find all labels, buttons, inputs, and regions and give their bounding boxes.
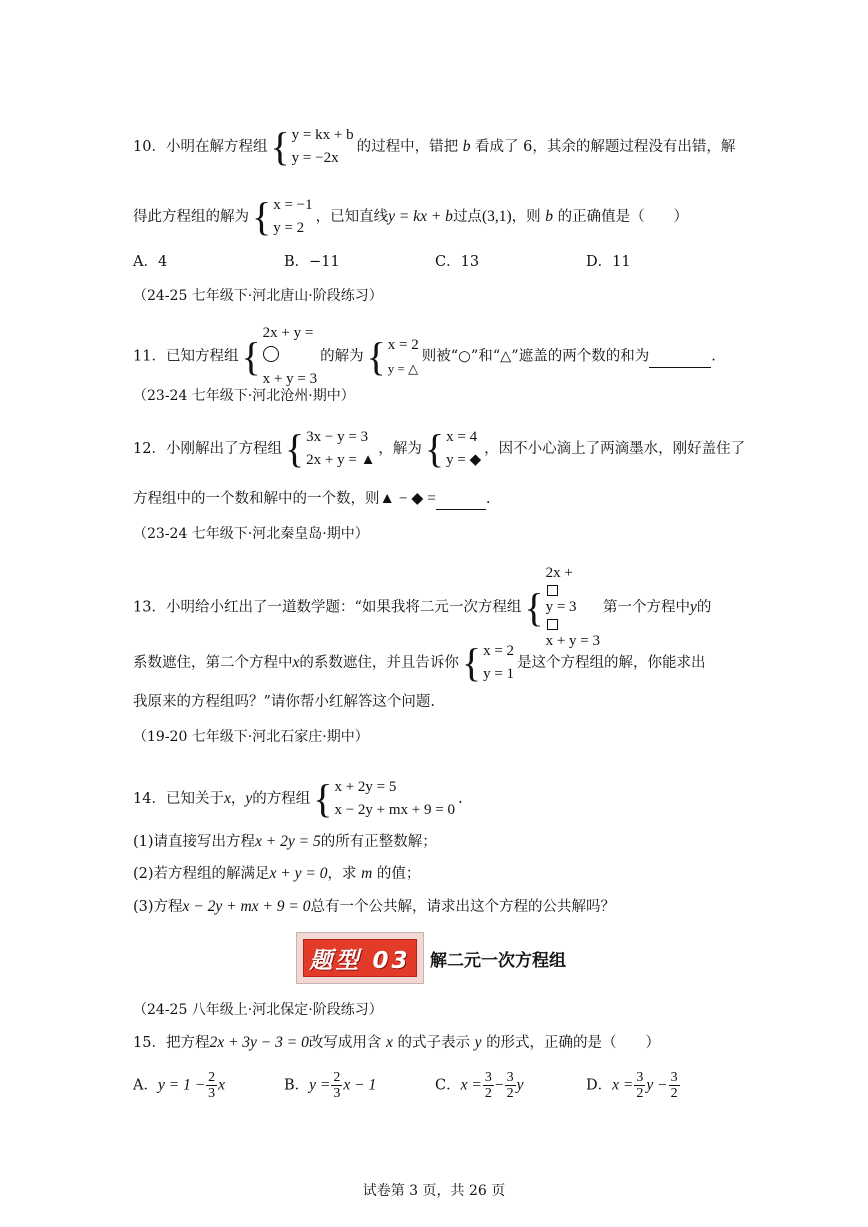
q14-part2a: (2)若方程组的解满足 bbox=[133, 866, 270, 882]
q15-option-b-label: B． bbox=[284, 1077, 310, 1094]
q12-sol-row2: y = ◆ bbox=[446, 452, 482, 468]
q11-system: { 2x + y = x + y = 3 bbox=[241, 322, 317, 391]
q15-option-b-pre: y = bbox=[309, 1076, 331, 1094]
q13-sol-row1: x = 2 bbox=[483, 643, 515, 659]
q10-text2: 看成了 6，其余的解题过程没有出错，解 bbox=[475, 139, 736, 155]
q14-part1a: (1)请直接写出方程 bbox=[133, 834, 256, 850]
q11-sys-row2: x + y = 3 bbox=[262, 371, 318, 387]
q15-option-c-frac1 bbox=[483, 1070, 494, 1101]
q11-sol-row2: y = △ bbox=[387, 360, 419, 376]
q15-option-c-frac2 bbox=[505, 1070, 516, 1101]
q15-option-a-post: x bbox=[218, 1076, 226, 1094]
frac-num: 3 bbox=[636, 1070, 644, 1085]
q13-line2b: 的系数遮住，并且告诉你 bbox=[299, 655, 459, 671]
q15-option-b-post: x − 1 bbox=[343, 1076, 377, 1094]
q11-end: 则被“○”和“△”遮盖的两个数的和为 bbox=[421, 348, 650, 365]
q10-option-b[interactable]: B．−11 bbox=[284, 254, 340, 270]
q10-line-eq: y = kx + b bbox=[388, 208, 453, 225]
q15-option-d-frac2 bbox=[669, 1070, 680, 1101]
q12-sys-row1: 3x − y = 3 bbox=[306, 429, 369, 445]
q15-eq: 2x + 3y − 3 = 0 bbox=[209, 1034, 309, 1051]
circle-icon bbox=[263, 346, 279, 362]
q10-line1 bbox=[133, 124, 735, 170]
q11-end2: . bbox=[711, 348, 716, 365]
q15-option-a-label: A． bbox=[133, 1077, 158, 1094]
q10-line2-mid3: ，则 bbox=[511, 209, 541, 225]
q15-option-d[interactable] bbox=[586, 1070, 681, 1101]
q10-sys-row1: y = kx + b bbox=[291, 127, 354, 143]
frac-den: 2 bbox=[636, 1086, 644, 1101]
section-badge-inner bbox=[303, 939, 417, 977]
q15-end: 的形式，正确的是（ ） bbox=[486, 1035, 661, 1051]
q13-sys-row1a: 2x + bbox=[545, 565, 573, 581]
q12-line1 bbox=[133, 426, 745, 472]
q14-part3 bbox=[133, 897, 615, 917]
q11-answer-blank[interactable] bbox=[649, 347, 711, 368]
q14-part1 bbox=[133, 832, 437, 852]
q15-option-d-pre: x = bbox=[612, 1076, 634, 1094]
covered-coefficient-box bbox=[547, 585, 558, 596]
q15-option-d-mid: y − bbox=[646, 1076, 668, 1094]
q11-solution: { x = 2 y = △ bbox=[366, 333, 419, 379]
q12-solution: { x = 4 y = ◆ bbox=[424, 426, 482, 471]
q13-sol-row2: y = 1 bbox=[483, 666, 515, 682]
q15-prefix: 15．把方程 bbox=[133, 1035, 210, 1051]
q10-line2-prefix: 得此方程组的解为 bbox=[133, 209, 249, 225]
q10-line2-mid: ，已知直线 bbox=[315, 209, 389, 225]
q12-end: ，因不小心滴上了两滴墨水，刚好盖住了 bbox=[484, 441, 746, 457]
q11-sol-row1: x = 2 bbox=[387, 336, 419, 353]
q10-option-c[interactable]: C．13 bbox=[435, 254, 480, 270]
q10-solution: { x = −1 y = 2 bbox=[252, 194, 313, 239]
q14-part2c: 的值； bbox=[376, 866, 421, 882]
q14-system: { x + 2y = 5 x − 2y + mx + 9 = 0 bbox=[313, 776, 455, 821]
section-title: 解二元一次方程组 bbox=[430, 951, 566, 971]
q13-source: （23-24 七年级下·河北秦皇岛·期中） bbox=[133, 526, 369, 542]
section-badge bbox=[296, 932, 424, 984]
q15-option-b[interactable] bbox=[284, 1070, 376, 1101]
q14-part1b: 的所有正整数解； bbox=[320, 834, 437, 850]
q14-sep: ， bbox=[230, 791, 246, 807]
q15-option-c-label: C． bbox=[435, 1077, 461, 1094]
q12-source: （23-24 七年级下·河北沧州·期中） bbox=[133, 388, 355, 404]
q14-part3a: (3)方程 bbox=[133, 899, 183, 915]
q15-option-c-pre: x = bbox=[460, 1076, 482, 1094]
q14-mid: 的方程组 bbox=[252, 791, 311, 807]
page-footer: 试卷第 3 页，共 26 页 bbox=[362, 1183, 506, 1199]
q12-system: { 3x − y = 3 2x + y = ▲ bbox=[284, 426, 376, 471]
q14-var-y: y bbox=[245, 790, 253, 807]
section-badge-text: 题型 03 bbox=[309, 947, 411, 974]
q15-line1 bbox=[133, 1033, 660, 1053]
q13-sys-row1b: y = 3 bbox=[545, 599, 577, 615]
q15-mid2: 的式子表示 bbox=[397, 1035, 470, 1051]
q10-line2-end: 的正确值是（ ） bbox=[557, 209, 689, 225]
frac-den: 2 bbox=[506, 1086, 514, 1101]
q13-line3: 我原来的方程组吗？”请你帮小红解答这个问题. bbox=[133, 694, 436, 710]
frac-num: 3 bbox=[484, 1070, 492, 1085]
q13-var-y: y bbox=[690, 598, 697, 616]
q11-prefix: 11．已知方程组 bbox=[133, 348, 239, 365]
q12-expr: ▲ − ◆ = bbox=[379, 490, 436, 507]
q14-part2-eq: x + y = 0 bbox=[269, 865, 328, 882]
frac-den: 2 bbox=[484, 1086, 492, 1101]
q12-sys-row2: 2x + y = ▲ bbox=[306, 452, 376, 468]
q14-part1-eq: x + 2y = 5 bbox=[255, 833, 321, 850]
frac-den: 3 bbox=[208, 1086, 216, 1101]
q13-prefix: 13．小明给小红出了一道数学题：“如果我将二元一次方程组 bbox=[133, 599, 522, 616]
q14-part2b: ，求 bbox=[327, 866, 357, 882]
frac-num: 2 bbox=[208, 1070, 216, 1085]
q12-line2-end: . bbox=[485, 491, 491, 507]
q14-var-x: x bbox=[223, 790, 231, 807]
q15-option-a[interactable] bbox=[133, 1070, 225, 1101]
q15-option-d-label: D． bbox=[586, 1077, 613, 1094]
q13-end1: 第一个方程中 bbox=[603, 599, 690, 616]
q13-line2a: 系数遮住，第二个方程中 bbox=[133, 655, 293, 671]
q15-var-y: y bbox=[474, 1034, 482, 1051]
q15-var-x: x bbox=[385, 1034, 393, 1051]
frac-num: 3 bbox=[506, 1070, 514, 1085]
frac-den: 3 bbox=[333, 1086, 341, 1101]
q12-mid: ，解为 bbox=[378, 441, 422, 457]
q12-answer-blank[interactable] bbox=[436, 489, 486, 510]
q15-option-a-frac bbox=[206, 1070, 217, 1101]
q14-prefix: 14．已知关于 bbox=[133, 791, 224, 807]
q10-sol-row1: x = −1 bbox=[273, 197, 313, 213]
q15-option-a-pre: y = 1 − bbox=[157, 1076, 206, 1094]
q13-solution: { x = 2 y = 1 bbox=[461, 640, 515, 685]
q13-line2c: 是这个方程组的解，你能求出 bbox=[517, 655, 706, 671]
q15-option-c-post: y bbox=[516, 1076, 524, 1094]
q11-sys-row1: 2x + y = bbox=[262, 325, 314, 341]
q14-part2 bbox=[133, 864, 420, 884]
q14-line1 bbox=[133, 776, 463, 822]
q14-part3-eq: x − 2y + mx + 9 = 0 bbox=[182, 898, 311, 915]
q10-point: (3,1) bbox=[481, 208, 512, 225]
q10-option-d[interactable]: D．11 bbox=[586, 254, 631, 270]
frac-num: 2 bbox=[333, 1070, 341, 1085]
q14-end: . bbox=[457, 791, 463, 807]
q10-line2-mid2: 过点 bbox=[452, 209, 482, 225]
q10-var-b: b bbox=[462, 138, 471, 155]
q13-end1b: 的 bbox=[696, 599, 712, 616]
q14-var-m: m bbox=[361, 865, 373, 882]
covered-coefficient-box bbox=[547, 619, 558, 630]
q10-sys-row2: y = −2x bbox=[291, 150, 339, 166]
q13-sys-row2b: x + y = 3 bbox=[545, 633, 600, 649]
q10-system: { y = kx + b y = −2x bbox=[270, 124, 354, 169]
q13-system: { 2x + y = 3 x + y = 3 bbox=[524, 562, 600, 653]
q14-source: （19-20 七年级下·河北石家庄·期中） bbox=[133, 729, 369, 745]
q10-option-a[interactable]: A．4 bbox=[133, 254, 168, 270]
q15-source: （24-25 八年级上·河北保定·阶段练习） bbox=[133, 1002, 383, 1018]
q15-option-c-mid: − bbox=[494, 1076, 504, 1094]
q14-sys-row2: x − 2y + mx + 9 = 0 bbox=[334, 802, 455, 818]
q10-prefix: 10．小明在解方程组 bbox=[133, 139, 268, 155]
q15-option-d-frac1 bbox=[634, 1070, 645, 1101]
q13-var-x: x bbox=[292, 654, 300, 671]
q12-sol-row1: x = 4 bbox=[446, 429, 478, 445]
q11-line bbox=[133, 322, 716, 391]
q12-prefix: 12．小刚解出了方程组 bbox=[133, 441, 282, 457]
q10-var-b2: b bbox=[545, 208, 553, 225]
q11-mid: 的解为 bbox=[320, 348, 364, 365]
q12-line2 bbox=[133, 489, 490, 510]
q15-option-b-frac bbox=[331, 1070, 342, 1101]
q14-sys-row1: x + 2y = 5 bbox=[334, 779, 397, 795]
q12-line2-text: 方程组中的一个数和解中的一个数，则 bbox=[133, 491, 380, 507]
q15-option-c[interactable] bbox=[435, 1070, 523, 1101]
q10-text: 的过程中，错把 bbox=[356, 139, 459, 155]
q10-line2 bbox=[133, 194, 688, 240]
q15-mid: 改写成用含 bbox=[308, 1035, 382, 1051]
frac-den: 2 bbox=[670, 1086, 678, 1101]
q11-source: （24-25 七年级下·河北唐山·阶段练习） bbox=[133, 288, 383, 304]
q14-part3b: 总有一个公共解，请求出这个方程的公共解吗？ bbox=[310, 899, 615, 915]
q13-line2 bbox=[133, 640, 706, 686]
q10-sol-row2: y = 2 bbox=[273, 220, 305, 236]
frac-num: 3 bbox=[670, 1070, 678, 1085]
